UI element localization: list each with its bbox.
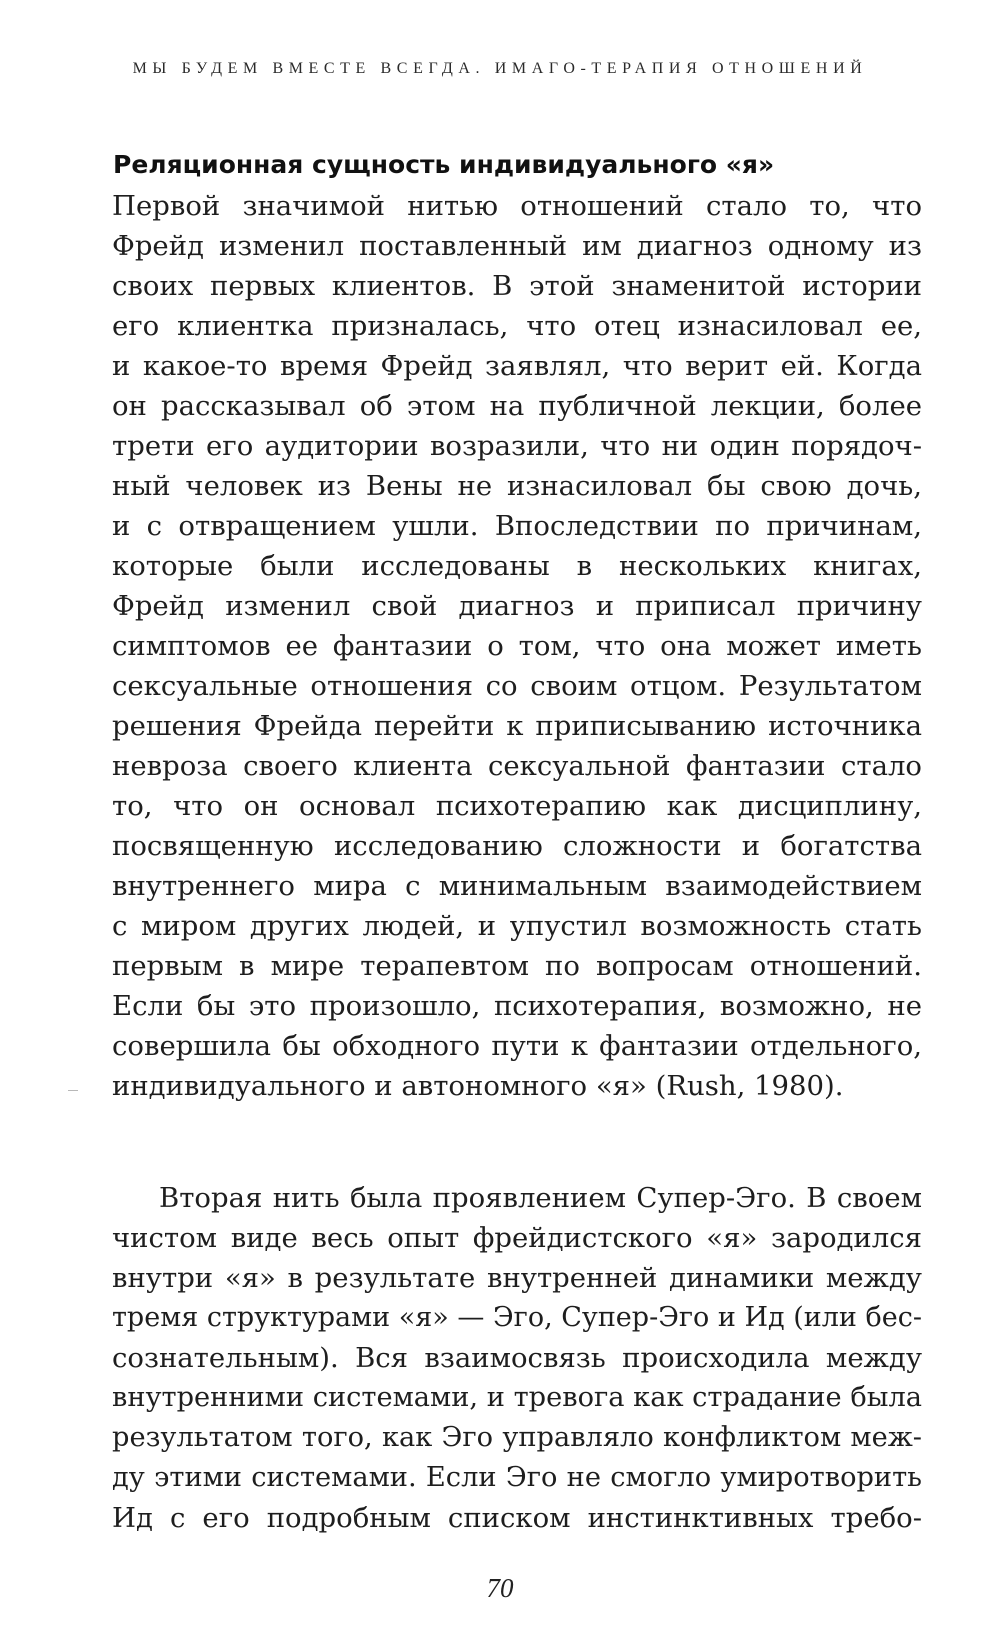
text-line: первым в мире терапевтом по вопросам отношений. <box>112 950 922 982</box>
text-line: и какое-то время Фрейд заявлял, что верит ей. Когда <box>112 350 922 382</box>
text-line: с миром других людей, и упустил возможность стать <box>112 910 922 942</box>
paragraph-2 <box>112 1178 922 1538</box>
margin-mark <box>68 1090 78 1091</box>
text-line: индивидуального и автономного «я» (Rush, 1980). <box>112 1070 844 1102</box>
text-line: трети его аудитории возразили, что ни один порядоч- <box>112 430 922 462</box>
text-line: Ид с его подробным списком инстинктивных требо- <box>112 1502 922 1534</box>
text-line: Вторая нить была проявлением Супер-Эго. В своем <box>159 1182 922 1214</box>
text-line: решения Фрейда перейти к приписыванию источника <box>112 710 922 742</box>
text-line: внутренними системами, и тревога как страдание была <box>112 1382 922 1413</box>
text-line: своих первых клиентов. В этой знаменитой истории <box>112 270 922 302</box>
text-line: невроза своего клиента сексуальной фантазии стало <box>112 750 922 782</box>
text-line: его клиентка призналась, что отец изнасиловал ее, <box>112 310 922 342</box>
text-line: симптомов ее фантазии о том, что она может иметь <box>112 630 922 662</box>
text-line: тремя структурами «я» — Эго, Супер-Эго и Ид (или бес- <box>112 1302 922 1333</box>
text-line: Фрейд изменил поставленный им диагноз одному из <box>112 230 922 262</box>
text-line: результатом того, как Эго управляло конфликтом меж- <box>112 1422 922 1453</box>
text-line: ный человек из Вены не изнасиловал бы свою дочь, <box>112 470 922 502</box>
running-header: МЫ БУДЕМ ВМЕСТЕ ВСЕГДА. ИМАГО-ТЕРАПИЯ ОТНОШЕНИЙ <box>132 60 868 77</box>
text-line: ду этими системами. Если Эго не смогло умиротворить <box>112 1462 922 1493</box>
text-line: чистом виде весь опыт фрейдистского «я» зародился <box>112 1222 922 1254</box>
text-line: Фрейд изменил свой диагноз и приписал причину <box>112 590 922 622</box>
text-line: то, что он основал психотерапию как дисциплину, <box>112 790 922 822</box>
text-line: которые были исследованы в нескольких книгах, <box>112 550 922 582</box>
page-number: 70 <box>486 1573 514 1603</box>
section-heading: Реляционная сущность индивидуального «я» <box>113 150 775 179</box>
text-line: внутри «я» в результате внутренней динамики между <box>112 1262 922 1294</box>
text-line: внутреннего мира с минимальным взаимодействием <box>112 870 922 902</box>
text-line: он рассказывал об этом на публичной лекции, более <box>112 390 922 422</box>
text-line: Если бы это произошло, психотерапия, возможно, не <box>112 990 922 1022</box>
text-line: совершила бы обходного пути к фантазии отдельного, <box>112 1030 922 1062</box>
text-line: Первой значимой нитью отношений стало то, что <box>112 190 922 222</box>
text-line: сексуальные отношения со своим отцом. Результатом <box>112 670 922 702</box>
text-line: сознательным). Вся взаимосвязь происходила между <box>112 1342 922 1374</box>
paragraph-1 <box>112 186 922 1106</box>
text-line: и с отвращением ушли. Впоследствии по причинам, <box>112 510 922 542</box>
text-line: посвященную исследованию сложности и богатства <box>112 830 922 862</box>
